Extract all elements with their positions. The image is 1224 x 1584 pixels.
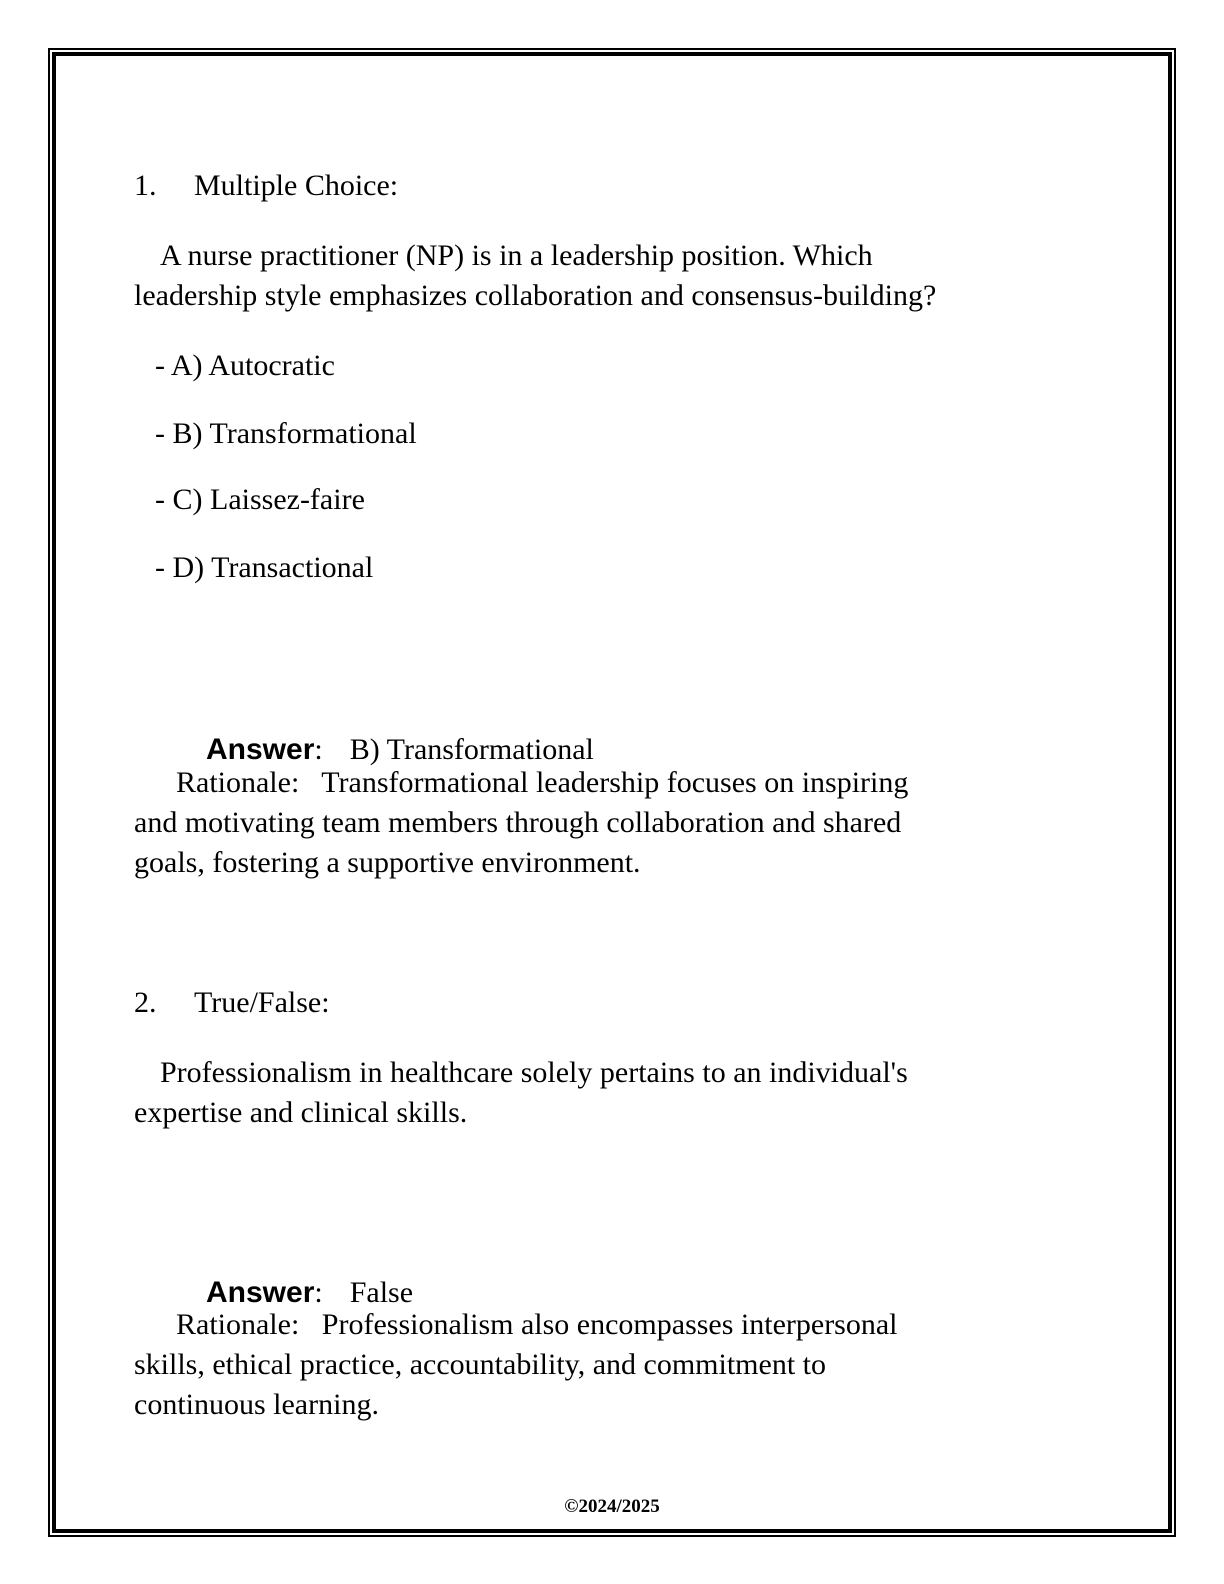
question-1-heading: [134, 166, 1154, 206]
question-1-rationale: [134, 763, 1154, 883]
question-1-number: 1.: [134, 169, 157, 202]
rationale-line: goals, fostering a supportive environment.: [134, 846, 641, 879]
question-2-type: True/False:: [194, 986, 330, 1019]
answer-colon: :: [314, 1276, 323, 1309]
page-footer: ©2024/2025: [564, 1496, 660, 1517]
option-line: - B) Transformational: [155, 417, 417, 450]
question-1-type: Multiple Choice:: [194, 169, 399, 202]
question-1-option-d: [134, 548, 1154, 588]
question-text-line: expertise and clinical skills.: [134, 1096, 468, 1129]
rationale-line: skills, ethical practice, accountability, and commitment to: [134, 1348, 827, 1381]
question-2-number: 2.: [134, 986, 157, 1019]
option-line: - C) Laissez-faire: [155, 483, 365, 516]
rationale-line: Rationale: Professionalism also encompasses interpersonal: [176, 1308, 898, 1341]
answer-label: Answer: [206, 733, 315, 766]
question-text-line: leadership style emphasizes collaboration and consensus-building?: [134, 279, 937, 312]
option-line: - D) Transactional: [155, 551, 374, 584]
question-2-rationale: [134, 1305, 1154, 1425]
rationale-line: continuous learning.: [134, 1388, 379, 1421]
question-1-option-a: [134, 346, 1154, 386]
answer-label: Answer: [206, 1276, 315, 1309]
question-2-heading: [134, 983, 1154, 1023]
question-1-option-b: [134, 414, 1154, 454]
answer-colon: :: [314, 733, 323, 766]
answer-value: False: [349, 1276, 414, 1309]
rationale-line: Rationale: Transformational leadership focuses on inspiring: [176, 766, 909, 799]
question-2-text: [134, 1053, 1154, 1133]
question-text-line: Professionalism in healthcare solely pertains to an individual's: [160, 1056, 908, 1089]
rationale-line: and motivating team members through collaboration and shared: [134, 806, 902, 839]
answer-value: B) Transformational: [349, 733, 594, 766]
question-1-text: [134, 236, 1154, 316]
question-text-line: A nurse practitioner (NP) is in a leadership position. Which: [160, 239, 873, 272]
question-1-option-c: [134, 480, 1154, 520]
option-line: - A) Autocratic: [155, 349, 335, 382]
